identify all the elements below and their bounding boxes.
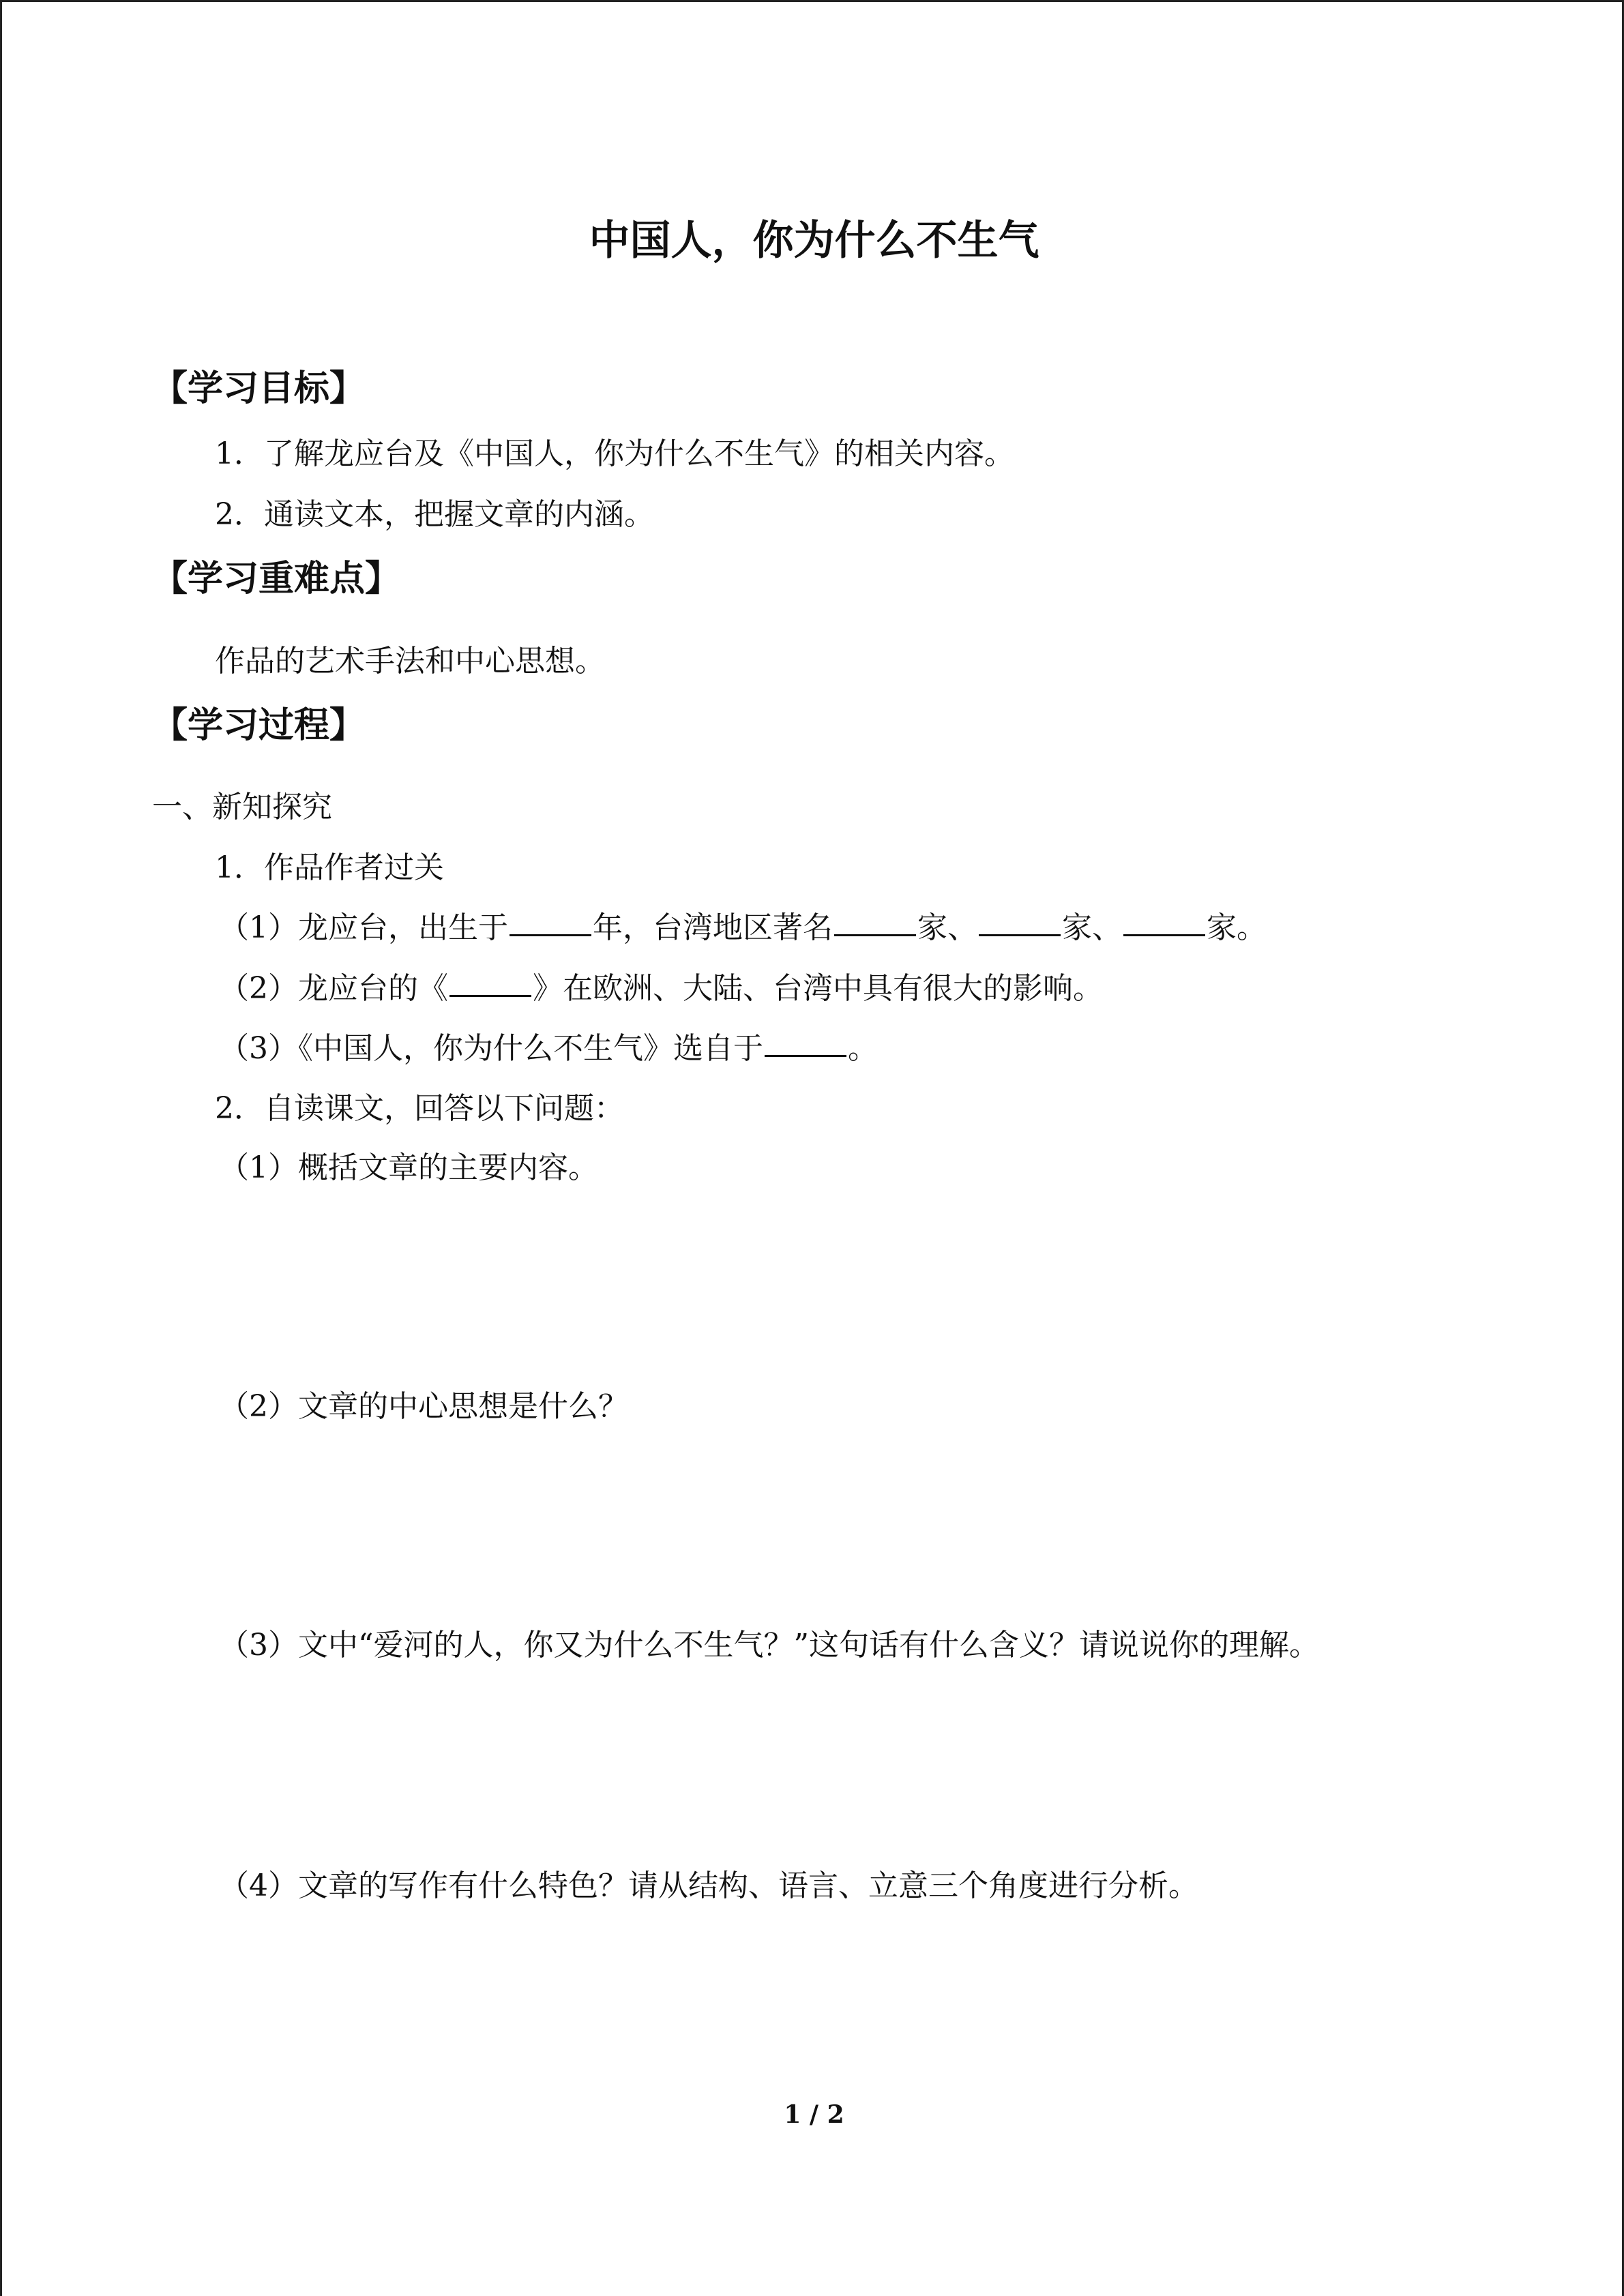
goal-item-1: 1．了解龙应台及《中国人，你为什么不生气》的相关内容。: [215, 436, 1014, 471]
fill-blank-profession-1[interactable]: [834, 904, 916, 936]
question-2-title: 2．自读课文，回答以下问题：: [215, 1091, 624, 1126]
question-2-1: （1）概括文章的主要内容。: [219, 1150, 598, 1185]
question-1-1-text-d: 家、: [1062, 910, 1122, 945]
question-2-3: （3）文中“爱河的人，你又为什么不生气？”这句话有什么含义？请说说你的理解。: [219, 1628, 1319, 1663]
fill-blank-profession-3[interactable]: [1123, 904, 1205, 936]
question-1-2: [219, 965, 1103, 1013]
heading-key-points: 【学习重难点】: [152, 558, 401, 599]
key-points-text: 作品的艺术手法和中心思想。: [215, 644, 605, 679]
fill-blank-work-title[interactable]: [449, 965, 531, 997]
question-1-2-text-b: 》在欧洲、大陆、台湾中具有很大的影响。: [533, 971, 1103, 1006]
question-1-1-text-e: 家。: [1207, 910, 1267, 945]
goal-item-2: 2．通读文本，把握文章的内涵。: [215, 497, 654, 532]
question-1-title: 1．作品作者过关: [215, 850, 444, 885]
question-1-3-text-b: 。: [848, 1031, 878, 1066]
part-one-title: 一、新知探究: [152, 790, 332, 824]
question-1-2-text-a: （2）龙应台的《: [219, 971, 448, 1006]
question-2-2: （2）文章的中心思想是什么？: [219, 1389, 628, 1424]
fill-blank-source[interactable]: [765, 1025, 846, 1057]
question-1-1-text-b: 年，台湾地区著名: [593, 910, 833, 945]
document-title: 中国人，你为什么不生气: [589, 217, 1039, 265]
question-1-1-text-c: 家、: [917, 910, 977, 945]
fill-blank-profession-2[interactable]: [979, 904, 1061, 936]
page-number: 1 / 2: [784, 2100, 844, 2129]
heading-learning-process: 【学习过程】: [152, 705, 366, 746]
question-1-3-text-a: （3）《中国人，你为什么不生气》选自于: [219, 1031, 763, 1066]
fill-blank-birth-year[interactable]: [510, 904, 591, 936]
question-1-1: [219, 904, 1267, 952]
question-1-1-text-a: （1）龙应台，出生于: [219, 910, 508, 945]
heading-learning-goals: 【学习目标】: [152, 368, 366, 409]
question-1-3: [219, 1025, 878, 1073]
question-2-4: （4）文章的写作有什么特色？请从结构、语言、立意三个角度进行分析。: [219, 1868, 1198, 1903]
